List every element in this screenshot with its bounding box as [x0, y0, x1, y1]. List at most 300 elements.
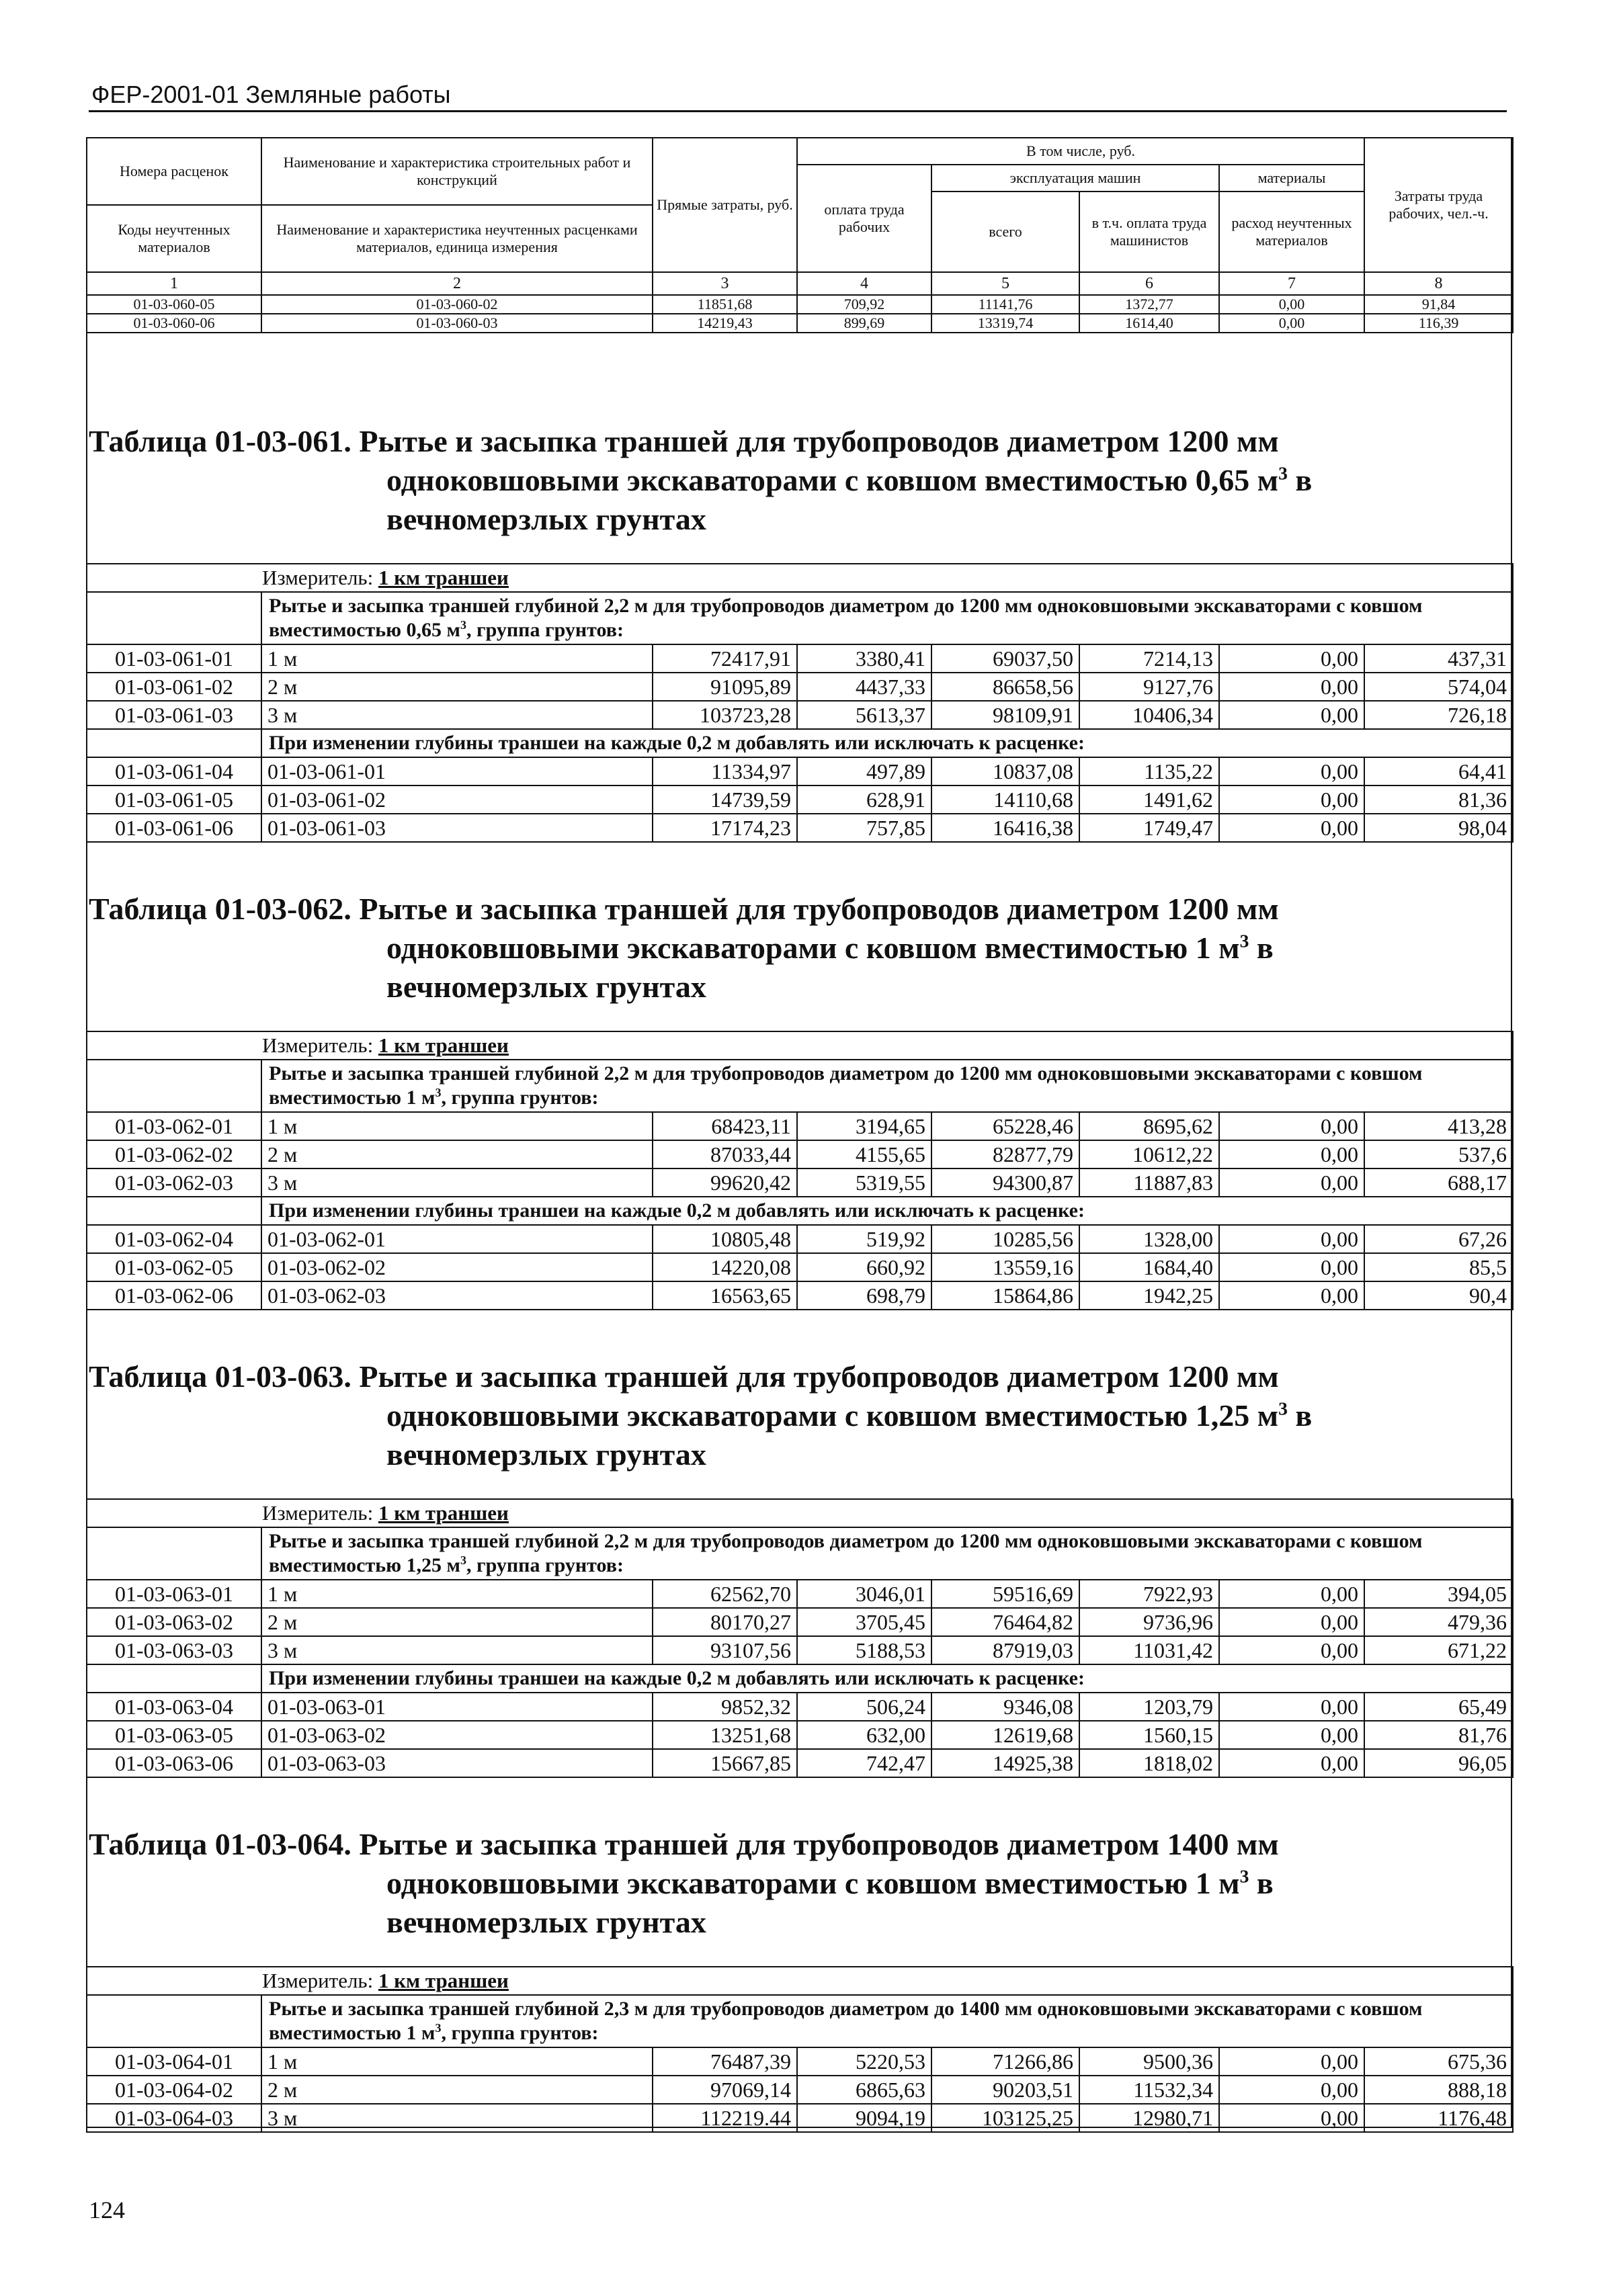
adjustment-note-row [87, 1664, 1513, 1693]
group-note-row [87, 1527, 1513, 1580]
materials-cost: 0,00 [1219, 1636, 1364, 1664]
rate-name: 3 м [261, 701, 653, 729]
section-title-line1 [89, 1825, 1507, 1864]
machines-total: 10285,56 [931, 1225, 1079, 1253]
table-row [87, 2047, 1513, 2076]
machines-total: 71266,86 [931, 2047, 1079, 2076]
rate-code: 01-03-061-06 [87, 814, 261, 842]
section-title-line1 [89, 422, 1507, 461]
machinist-pay: 9500,36 [1079, 2047, 1219, 2076]
measure-row [87, 1967, 1513, 1995]
materials-cost: 0,00 [1219, 757, 1364, 785]
rate-table [86, 563, 1514, 843]
machinist-pay: 1749,47 [1079, 814, 1219, 842]
page-header [89, 79, 1507, 112]
rate-name: 2 м [261, 1608, 653, 1636]
group-note [261, 1527, 1513, 1580]
rate-name: 2 м [261, 1140, 653, 1168]
machines-total: 12619,68 [931, 1721, 1079, 1749]
rate-name: 01-03-062-01 [261, 1225, 653, 1253]
adjustment-note: При изменении глубины траншеи на каждые 0,2 м добавлять или исключать к расценке: [261, 1664, 1513, 1693]
materials-cost: 0,00 [1219, 2047, 1364, 2076]
materials-cost: 0,00 [1219, 2076, 1364, 2104]
rate-code: 01-03-060-06 [87, 314, 261, 333]
table-title-text: одноковшовыми экскаваторами с ковшом вместимостью 1 м [386, 1866, 1240, 1900]
table-title-text: вечномерзлых грунтах [386, 970, 706, 1004]
machinist-pay: 7214,13 [1079, 644, 1219, 673]
rate-name: 2 м [261, 673, 653, 701]
direct-costs: 14739,59 [653, 785, 797, 814]
worker-pay: 5613,37 [797, 701, 931, 729]
labor-hours: 437,31 [1364, 644, 1513, 673]
labor-hours: 675,36 [1364, 2047, 1513, 2076]
adjustment-note-row [87, 1197, 1513, 1225]
table-row [87, 1721, 1513, 1749]
measure-value: 1 км траншеи [378, 566, 509, 589]
labor-hours: 479,36 [1364, 1608, 1513, 1636]
direct-costs: 97069,14 [653, 2076, 797, 2104]
header-index-3: 3 [653, 272, 797, 295]
table-number: Таблица 01-03-063. [89, 1359, 351, 1394]
table-row [87, 785, 1513, 814]
rate-table [86, 1031, 1514, 1310]
header-work-name: Наименование и характеристика строительных работ и конструкций [261, 138, 653, 205]
direct-costs: 9852,32 [653, 1693, 797, 1721]
machinist-pay: 1614,40 [1079, 314, 1219, 333]
section-title-line2 [89, 929, 1507, 968]
measure-value: 1 км траншеи [378, 1969, 509, 1992]
header-machines-total: всего [931, 192, 1079, 272]
rate-code: 01-03-063-04 [87, 1693, 261, 1721]
worker-pay: 4155,65 [797, 1140, 931, 1168]
table-row [87, 295, 1513, 314]
worker-pay: 3705,45 [797, 1608, 931, 1636]
labor-hours: 65,49 [1364, 1693, 1513, 1721]
table-row [87, 1140, 1513, 1168]
labor-hours: 671,22 [1364, 1636, 1513, 1664]
superscript: 3 [460, 618, 466, 632]
header-index-2: 2 [261, 272, 653, 295]
measure-cell [87, 1031, 1513, 1060]
worker-pay: 742,47 [797, 1749, 931, 1777]
rate-name: 01-03-060-03 [261, 314, 653, 333]
labor-hours: 726,18 [1364, 701, 1513, 729]
measure-row [87, 1499, 1513, 1527]
section-title [89, 1825, 1507, 1942]
direct-costs: 76487,39 [653, 2047, 797, 2076]
machinist-pay: 11887,83 [1079, 1168, 1219, 1197]
header-direct-costs: Прямые затраты, руб. [653, 138, 797, 272]
rate-code: 01-03-062-01 [87, 1112, 261, 1140]
measure-row [87, 564, 1513, 592]
machinist-pay: 8695,62 [1079, 1112, 1219, 1140]
machines-total: 14925,38 [931, 1749, 1079, 1777]
machines-total: 90203,51 [931, 2076, 1079, 2104]
labor-hours: 537,6 [1364, 1140, 1513, 1168]
materials-cost: 0,00 [1219, 1168, 1364, 1197]
table-title-text: одноковшовыми экскаваторами с ковшом вместимостью 1 м [386, 931, 1240, 965]
table-row [87, 1253, 1513, 1281]
rate-name: 01-03-060-02 [261, 295, 653, 314]
group-note-row [87, 1060, 1513, 1112]
direct-costs: 68423,11 [653, 1112, 797, 1140]
rate-code: 01-03-062-02 [87, 1140, 261, 1168]
group-note [261, 1995, 1513, 2047]
superscript: 3 [1239, 1865, 1249, 1887]
measure-label: Измеритель: [262, 1501, 374, 1525]
superscript: 3 [1278, 462, 1288, 484]
direct-costs: 14220,08 [653, 1253, 797, 1281]
table-row [87, 644, 1513, 673]
materials-cost: 0,00 [1219, 1112, 1364, 1140]
measure-cell [87, 1967, 1513, 1995]
group-note-text: , группа грунтов: [441, 2022, 599, 2044]
machinist-pay: 10612,22 [1079, 1140, 1219, 1168]
machinist-pay: 11031,42 [1079, 1636, 1219, 1664]
machinist-pay: 9736,96 [1079, 1608, 1219, 1636]
machinist-pay: 1203,79 [1079, 1693, 1219, 1721]
group-note-text: Рытье и засыпка траншей глубиной 2,2 м для трубопроводов диаметром до 1200 мм одноковшовыми экскаваторами с ковшом вместимостью 1,25 м [269, 1530, 1423, 1576]
machinist-pay: 1684,40 [1079, 1253, 1219, 1281]
section-title-line1 [89, 1357, 1507, 1396]
header-index-1: 1 [87, 272, 261, 295]
table-row [87, 314, 1513, 333]
section-title-line1 [89, 890, 1507, 929]
rate-table [86, 1966, 1514, 2133]
table-title-text: Рытье и засыпка траншей для трубопроводов диаметром 1200 мм [359, 424, 1279, 458]
rate-name: 01-03-062-03 [261, 1281, 653, 1310]
table-row [87, 2076, 1513, 2104]
worker-pay: 9094,19 [797, 2104, 931, 2132]
header-in-total: В том числе, руб. [797, 138, 1364, 165]
header-machines: эксплуатация машин [931, 165, 1219, 192]
labor-hours: 116,39 [1364, 314, 1513, 333]
rate-code: 01-03-064-03 [87, 2104, 261, 2132]
worker-pay: 628,91 [797, 785, 931, 814]
worker-pay: 660,92 [797, 1253, 931, 1281]
materials-cost: 0,00 [1219, 814, 1364, 842]
direct-costs: 72417,91 [653, 644, 797, 673]
table-title-text: в [1249, 1866, 1274, 1900]
rate-code: 01-03-061-02 [87, 673, 261, 701]
materials-cost: 0,00 [1219, 1721, 1364, 1749]
group-note [261, 592, 1513, 644]
table-row [87, 1580, 1513, 1608]
machinist-pay: 7922,93 [1079, 1580, 1219, 1608]
worker-pay: 506,24 [797, 1693, 931, 1721]
rate-name: 2 м [261, 2076, 653, 2104]
materials-cost: 0,00 [1219, 295, 1364, 314]
rate-code: 01-03-061-03 [87, 701, 261, 729]
table-row [87, 701, 1513, 729]
group-note [261, 1060, 1513, 1112]
rate-name: 01-03-062-02 [261, 1253, 653, 1281]
labor-hours: 91,84 [1364, 295, 1513, 314]
rate-code: 01-03-061-04 [87, 757, 261, 785]
header-rate-numbers: Номера расценок [87, 138, 261, 205]
direct-costs: 10805,48 [653, 1225, 797, 1253]
rate-name: 1 м [261, 2047, 653, 2076]
document-title: ФЕР-2001-01 Земляные работы [91, 81, 451, 108]
table-row [87, 2104, 1513, 2132]
rate-name: 1 м [261, 1112, 653, 1140]
table-title-text: Рытье и засыпка траншей для трубопроводов диаметром 1200 мм [359, 1359, 1279, 1394]
direct-costs: 15667,85 [653, 1749, 797, 1777]
machinist-pay: 12980,71 [1079, 2104, 1219, 2132]
group-note-row [87, 592, 1513, 644]
rate-code: 01-03-061-01 [87, 644, 261, 673]
blank-cell [87, 1060, 261, 1112]
section-title [89, 422, 1507, 539]
direct-costs: 13251,68 [653, 1721, 797, 1749]
header-materials: материалы [1219, 165, 1364, 192]
table-title-text: вечномерзлых грунтах [386, 502, 706, 536]
direct-costs: 17174,23 [653, 814, 797, 842]
header-index-8: 8 [1364, 272, 1513, 295]
table-row [87, 757, 1513, 785]
labor-hours: 394,05 [1364, 1580, 1513, 1608]
group-note-text: , группа грунтов: [466, 1554, 624, 1576]
table-title-text: одноковшовыми экскаваторами с ковшом вместимостью 0,65 м [386, 463, 1279, 497]
direct-costs: 11851,68 [653, 295, 797, 314]
table-row [87, 814, 1513, 842]
materials-cost: 0,00 [1219, 673, 1364, 701]
worker-pay: 698,79 [797, 1281, 931, 1310]
labor-hours: 688,17 [1364, 1168, 1513, 1197]
rate-name: 1 м [261, 1580, 653, 1608]
labor-hours: 81,76 [1364, 1721, 1513, 1749]
machines-total: 76464,82 [931, 1608, 1079, 1636]
worker-pay: 497,89 [797, 757, 931, 785]
materials-cost: 0,00 [1219, 314, 1364, 333]
direct-costs: 87033,44 [653, 1140, 797, 1168]
measure-row [87, 1031, 1513, 1060]
blank-cell [87, 1527, 261, 1580]
measure-cell [87, 564, 1513, 592]
direct-costs: 93107,56 [653, 1636, 797, 1664]
rate-name: 3 м [261, 1168, 653, 1197]
table-title-text: Рытье и засыпка траншей для трубопроводов диаметром 1200 мм [359, 892, 1279, 926]
worker-pay: 6865,63 [797, 2076, 931, 2104]
table-title-text: вечномерзлых грунтах [386, 1437, 706, 1472]
blank-cell [87, 1197, 261, 1225]
rate-name: 01-03-063-01 [261, 1693, 653, 1721]
materials-cost: 0,00 [1219, 785, 1364, 814]
machinist-pay: 1560,15 [1079, 1721, 1219, 1749]
direct-costs: 62562,70 [653, 1580, 797, 1608]
rate-name: 3 м [261, 1636, 653, 1664]
superscript: 3 [1239, 930, 1249, 951]
direct-costs: 99620,42 [653, 1168, 797, 1197]
labor-hours: 96,05 [1364, 1749, 1513, 1777]
section-title [89, 890, 1507, 1007]
machines-total: 87919,03 [931, 1636, 1079, 1664]
header-index-5: 5 [931, 272, 1079, 295]
worker-pay: 519,92 [797, 1225, 931, 1253]
machinist-pay: 11532,34 [1079, 2076, 1219, 2104]
column-header-table [86, 137, 1514, 333]
blank-cell [87, 729, 261, 757]
materials-cost: 0,00 [1219, 1580, 1364, 1608]
labor-hours: 90,4 [1364, 1281, 1513, 1310]
labor-hours: 67,26 [1364, 1225, 1513, 1253]
page-number: 124 [89, 2197, 125, 2223]
direct-costs: 16563,65 [653, 1281, 797, 1310]
header-index-7: 7 [1219, 272, 1364, 295]
machinist-pay: 1491,62 [1079, 785, 1219, 814]
table-row [87, 1693, 1513, 1721]
group-note-row [87, 1995, 1513, 2047]
materials-cost: 0,00 [1219, 644, 1364, 673]
labor-hours: 85,5 [1364, 1253, 1513, 1281]
table-title-text: в [1249, 931, 1274, 965]
direct-costs: 91095,89 [653, 673, 797, 701]
superscript: 3 [435, 1086, 442, 1099]
materials-cost: 0,00 [1219, 1608, 1364, 1636]
rate-code: 01-03-064-02 [87, 2076, 261, 2104]
materials-cost: 0,00 [1219, 1140, 1364, 1168]
machinist-pay: 10406,34 [1079, 701, 1219, 729]
machines-total: 9346,08 [931, 1693, 1079, 1721]
table-row [87, 1281, 1513, 1310]
measure-value: 1 км траншеи [378, 1501, 509, 1525]
header-machinist-pay: в т.ч. оплата труда машинистов [1079, 192, 1219, 272]
rate-name: 3 м [261, 2104, 653, 2132]
group-note-text: , группа грунтов: [441, 1087, 599, 1109]
labor-hours: 81,36 [1364, 785, 1513, 814]
adjustment-note: При изменении глубины траншеи на каждые 0,2 м добавлять или исключать к расценке: [261, 1197, 1513, 1225]
rate-code: 01-03-062-04 [87, 1225, 261, 1253]
machines-total: 69037,50 [931, 644, 1079, 673]
machines-total: 13559,16 [931, 1253, 1079, 1281]
rate-code: 01-03-060-05 [87, 295, 261, 314]
machines-total: 98109,91 [931, 701, 1079, 729]
machines-total: 14110,68 [931, 785, 1079, 814]
measure-label: Измеритель: [262, 1969, 374, 1992]
header-material-names: Наименование и характеристика неучтенных расценками материалов, единица измерения [261, 205, 653, 272]
direct-costs: 80170,27 [653, 1608, 797, 1636]
labor-hours: 574,04 [1364, 673, 1513, 701]
machines-total: 16416,38 [931, 814, 1079, 842]
worker-pay: 5220,53 [797, 2047, 931, 2076]
labor-hours: 413,28 [1364, 1112, 1513, 1140]
worker-pay: 5188,53 [797, 1636, 931, 1664]
section-title [89, 1357, 1507, 1474]
table-row [87, 673, 1513, 701]
machines-total: 82877,79 [931, 1140, 1079, 1168]
materials-cost: 0,00 [1219, 1225, 1364, 1253]
table-title-text: в [1287, 463, 1313, 497]
table-row [87, 1636, 1513, 1664]
materials-cost: 0,00 [1219, 1281, 1364, 1310]
header-material-codes: Коды неучтенных материалов [87, 205, 261, 272]
header-index-4: 4 [797, 272, 931, 295]
direct-costs: 14219,43 [653, 314, 797, 333]
blank-cell [87, 592, 261, 644]
rate-code: 01-03-063-06 [87, 1749, 261, 1777]
header-index-6: 6 [1079, 272, 1219, 295]
materials-cost: 0,00 [1219, 701, 1364, 729]
rate-code: 01-03-061-05 [87, 785, 261, 814]
measure-cell [87, 1499, 1513, 1527]
worker-pay: 4437,33 [797, 673, 931, 701]
machines-total: 94300,87 [931, 1168, 1079, 1197]
machinist-pay: 1942,25 [1079, 1281, 1219, 1310]
adjustment-note-row [87, 729, 1513, 757]
worker-pay: 5319,55 [797, 1168, 931, 1197]
measure-label: Измеритель: [262, 1033, 374, 1057]
machines-total: 10837,08 [931, 757, 1079, 785]
materials-cost: 0,00 [1219, 1693, 1364, 1721]
machinist-pay: 1818,02 [1079, 1749, 1219, 1777]
table-row [87, 1608, 1513, 1636]
labor-hours: 888,18 [1364, 2076, 1513, 2104]
superscript: 3 [435, 2021, 442, 2035]
machinist-pay: 1328,00 [1079, 1225, 1219, 1253]
rate-code: 01-03-063-03 [87, 1636, 261, 1664]
worker-pay: 3194,65 [797, 1112, 931, 1140]
superscript: 3 [1278, 1398, 1288, 1419]
measure-label: Измеритель: [262, 566, 374, 589]
rate-name: 1 м [261, 644, 653, 673]
rate-code: 01-03-063-01 [87, 1580, 261, 1608]
machines-total: 103125,25 [931, 2104, 1079, 2132]
header-unaccounted-materials: расход неучтенных материалов [1219, 192, 1364, 272]
worker-pay: 632,00 [797, 1721, 931, 1749]
machines-total: 13319,74 [931, 314, 1079, 333]
superscript: 3 [460, 1554, 466, 1567]
labor-hours: 98,04 [1364, 814, 1513, 842]
header-worker-pay: оплата труда рабочих [797, 165, 931, 272]
machines-total: 65228,46 [931, 1112, 1079, 1140]
rate-name: 01-03-061-01 [261, 757, 653, 785]
blank-cell [87, 1995, 261, 2047]
rate-name: 01-03-063-03 [261, 1749, 653, 1777]
table-title-text: Рытье и засыпка траншей для трубопроводов диаметром 1400 мм [359, 1827, 1279, 1861]
machines-total: 59516,69 [931, 1580, 1079, 1608]
table-row [87, 1225, 1513, 1253]
table-number: Таблица 01-03-064. [89, 1827, 351, 1861]
table-row [87, 1749, 1513, 1777]
measure-value: 1 км траншеи [378, 1033, 509, 1057]
rate-table [86, 1498, 1514, 1778]
section-title-line2 [89, 461, 1507, 500]
table-number: Таблица 01-03-062. [89, 892, 351, 926]
section-title-line2 [89, 1396, 1507, 1435]
machinist-pay: 1372,77 [1079, 295, 1219, 314]
table-title-text: вечномерзлых грунтах [386, 1905, 706, 1939]
machinist-pay: 9127,76 [1079, 673, 1219, 701]
rate-name: 01-03-063-02 [261, 1721, 653, 1749]
direct-costs: 11334,97 [653, 757, 797, 785]
materials-cost: 0,00 [1219, 2104, 1364, 2132]
table-row [87, 1168, 1513, 1197]
worker-pay: 3046,01 [797, 1580, 931, 1608]
machinist-pay: 1135,22 [1079, 757, 1219, 785]
group-note-text: , группа грунтов: [466, 619, 624, 641]
blank-cell [87, 1664, 261, 1693]
group-note-text: Рытье и засыпка траншей глубиной 2,2 м для трубопроводов диаметром до 1200 мм одноковшовыми экскаваторами с ковшом вместимостью 0,65 м [269, 595, 1423, 641]
rate-code: 01-03-062-06 [87, 1281, 261, 1310]
worker-pay: 757,85 [797, 814, 931, 842]
table-number: Таблица 01-03-061. [89, 424, 351, 458]
machines-total: 11141,76 [931, 295, 1079, 314]
table-title-text: одноковшовыми экскаваторами с ковшом вместимостью 1,25 м [386, 1398, 1279, 1433]
direct-costs: 103723,28 [653, 701, 797, 729]
group-note-text: Рытье и засыпка траншей глубиной 2,3 м для трубопроводов диаметром до 1400 мм одноковшовыми экскаваторами с ковшом вместимостью 1 м [269, 1998, 1423, 2044]
materials-cost: 0,00 [1219, 1253, 1364, 1281]
worker-pay: 709,92 [797, 295, 931, 314]
